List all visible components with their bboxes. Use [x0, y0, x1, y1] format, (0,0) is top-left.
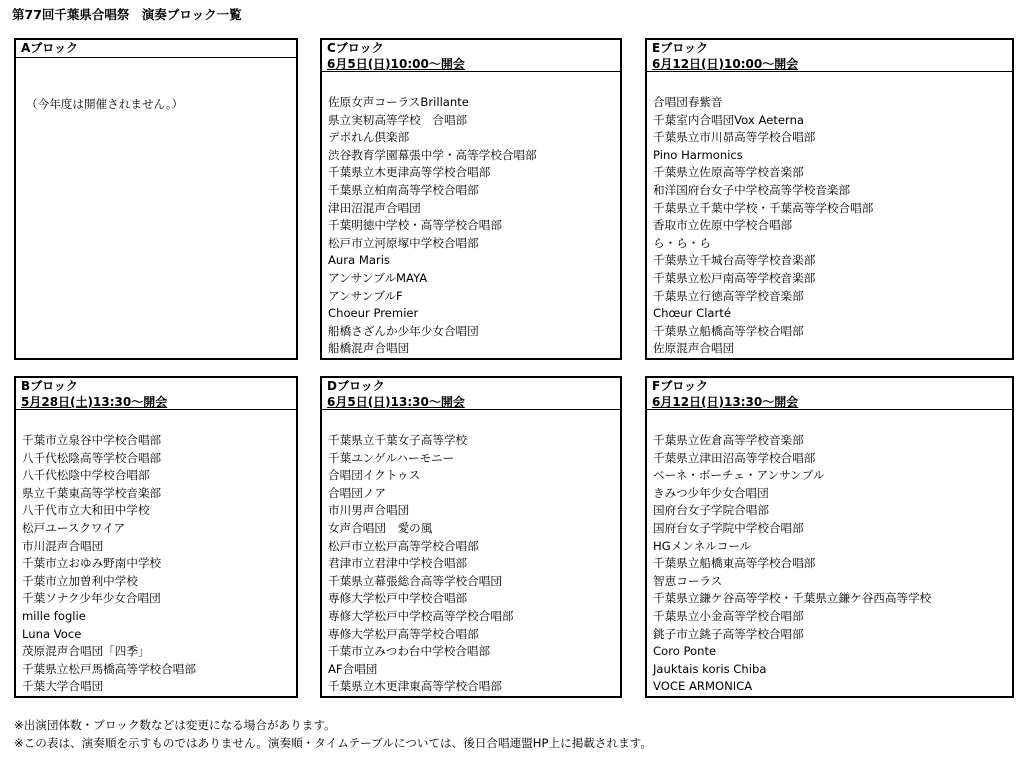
- group-item: VOCE ARMONICA: [653, 679, 753, 694]
- group-item: Aura Maris: [328, 253, 390, 268]
- group-item: デポれん倶楽部: [328, 130, 410, 145]
- group-item: 市川混声合唱団: [22, 538, 104, 553]
- group-item: Luna Voce: [22, 626, 82, 641]
- footnote-1: ※出演団体数・ブロック数などは変更になる場合があります。: [14, 718, 336, 732]
- group-item: ベーネ・ボーチェ・アンサンブル: [653, 468, 825, 483]
- block-a-header: [16, 40, 296, 58]
- group-item: AF合唱団: [328, 661, 378, 676]
- block-f-name: Fブロック: [652, 379, 708, 393]
- group-item: 千葉県立佐原高等学校音楽部: [653, 165, 804, 180]
- block-d: [320, 376, 622, 698]
- block-d-date: 6月5日(日)13:30～開会: [327, 395, 465, 409]
- block-a-note: （今年度は開催されません。）: [26, 97, 184, 111]
- group-item: 千葉大学合唱団: [22, 679, 104, 694]
- block-c-list: [322, 72, 620, 358]
- block-f: [645, 376, 1014, 698]
- group-item: 千葉県立行徳高等学校音楽部: [653, 288, 804, 303]
- group-item: 千葉県立千葉女子高等学校: [328, 433, 468, 447]
- group-item: 八千代松陰中学校合唱部: [22, 468, 150, 483]
- block-f-header: [647, 378, 1012, 410]
- page-title: 第77回千葉県合唱祭 演奏ブロック一覧: [12, 7, 242, 22]
- group-item: アンサンブルMAYA: [328, 270, 428, 285]
- group-item: 智恵コーラス: [653, 573, 723, 588]
- group-item: Choeur Premier: [328, 306, 419, 321]
- group-item: 専修大学松戸高等学校合唱部: [328, 626, 479, 641]
- block-e: [645, 38, 1014, 360]
- group-item: 千葉県立木更津東高等学校合唱部: [328, 679, 502, 694]
- group-item: 千葉県立市川昴高等学校合唱部: [653, 130, 816, 145]
- block-c-name: Cブロック: [327, 41, 384, 55]
- group-item: 千葉室内合唱団Vox Aeterna: [653, 112, 805, 127]
- group-item: 香取市立佐原中学校合唱部: [653, 218, 793, 233]
- group-item: 千葉ソナク少年少女合唱団: [22, 591, 161, 606]
- group-item: 千葉明徳中学校・高等学校合唱部: [328, 218, 502, 233]
- block-d-name: Dブロック: [327, 379, 385, 393]
- group-item: 船橋混声合唱団: [328, 341, 410, 356]
- block-b: [14, 376, 298, 698]
- block-e-list: [647, 72, 1012, 358]
- block-e-header: [647, 40, 1012, 72]
- group-item: 千葉県立津田沼高等学校合唱部: [653, 450, 816, 465]
- group-item: 千葉県立鎌ケ谷高等学校・千葉県立鎌ケ谷西高等学校: [653, 591, 932, 606]
- group-item: Chœur Clarté: [653, 306, 731, 321]
- group-item: 千葉県立幕張総合高等学校合唱団: [328, 573, 502, 588]
- group-item: HGメンネルコール: [653, 538, 752, 553]
- group-item: アンサンブルF: [328, 288, 403, 303]
- group-item: Jauktais koris Chiba: [653, 661, 767, 676]
- group-item: 和洋国府台女子中学校高等学校音楽部: [653, 182, 851, 197]
- footnotes: [14, 716, 652, 752]
- block-f-date: 6月12日(日)13:30～開会: [652, 395, 799, 409]
- block-a: [14, 38, 298, 360]
- group-item: 千葉県立木更津高等学校合唱部: [328, 165, 491, 180]
- group-item: 佐原混声合唱団: [653, 341, 735, 356]
- group-item: 千葉市立おゆみ野南中学校: [22, 556, 162, 571]
- group-item: 千葉県立千葉中学校・千葉高等学校合唱部: [653, 200, 874, 215]
- group-item: 松戸ユースクワイア: [22, 520, 126, 535]
- group-item: きみつ少年少女合唱団: [653, 485, 769, 500]
- block-e-date: 6月12日(日)10:00～開会: [652, 57, 799, 71]
- block-c: [320, 38, 622, 360]
- block-b-list: [16, 410, 296, 696]
- group-item: Pino Harmonics: [653, 147, 743, 162]
- group-item: 千葉ユンゲルハーモニー: [328, 450, 455, 465]
- group-item: 銚子市立銚子高等学校合唱部: [653, 626, 804, 641]
- group-item: Coro Ponte: [653, 644, 717, 659]
- block-c-date: 6月5日(日)10:00～開会: [327, 57, 465, 71]
- group-item: 松戸市立河原塚中学校合唱部: [328, 235, 479, 250]
- group-item: mille foglie: [22, 608, 86, 623]
- group-item: 渋谷教育学園幕張中学・高等学校合唱部: [328, 147, 537, 162]
- group-item: 女声合唱団 愛の風: [328, 520, 433, 535]
- group-item: 合唱団ノア: [328, 485, 386, 500]
- group-item: ら・ら・ら: [653, 235, 711, 250]
- group-item: 合唱団春紫音: [653, 95, 723, 109]
- block-b-header: [16, 378, 296, 410]
- block-c-header: [322, 40, 620, 72]
- group-item: 国府台女子学院中学校合唱部: [653, 520, 804, 535]
- group-item: 千葉県立松戸馬橋高等学校合唱部: [22, 661, 196, 676]
- group-item: 松戸市立松戸高等学校合唱部: [328, 538, 479, 553]
- block-d-header: [322, 378, 620, 410]
- block-a-name: Aブロック: [21, 41, 79, 55]
- group-item: 千葉県立柏南高等学校合唱部: [328, 182, 479, 197]
- group-item: 専修大学松戸中学校合唱部: [328, 591, 468, 606]
- group-item: 君津市立君津中学校合唱部: [328, 556, 468, 571]
- block-b-date: 5月28日(土)13:30～開会: [21, 395, 168, 409]
- group-item: 八千代松陰高等学校合唱部: [22, 450, 162, 465]
- group-item: 千葉県立船橋東高等学校合唱部: [653, 556, 816, 571]
- group-item: 佐原女声コーラスBrillante: [328, 95, 469, 109]
- group-item: 県立実籾高等学校 合唱部: [328, 112, 468, 127]
- group-item: 市川男声合唱団: [328, 503, 410, 518]
- group-item: 千葉県立船橋高等学校合唱部: [653, 323, 804, 338]
- group-item: 八千代市立大和田中学校: [22, 503, 150, 518]
- group-item: 千葉県立佐倉高等学校音楽部: [653, 433, 804, 447]
- group-item: 千葉市立泉谷中学校合唱部: [22, 433, 162, 447]
- group-item: 国府台女子学院合唱部: [653, 503, 769, 518]
- group-item: 千葉県立小金高等学校合唱部: [653, 608, 804, 623]
- group-item: 合唱団イクトゥス: [328, 468, 421, 483]
- group-item: 津田沼混声合唱団: [328, 200, 421, 215]
- block-d-list: [322, 410, 620, 696]
- group-item: 千葉市立みつわ台中学校合唱部: [328, 644, 491, 659]
- block-f-list: [647, 410, 1012, 696]
- group-item: 茂原混声合唱団「四季」: [22, 644, 150, 659]
- group-item: 千葉市立加曽利中学校: [22, 573, 138, 588]
- group-item: 専修大学松戸中学校高等学校合唱部: [328, 608, 514, 623]
- footnote-2: ※この表は、演奏順を示すものではありません。演奏順・タイムテーブルについては、後日合唱連盟HP上に掲載されます。: [14, 736, 652, 750]
- group-item: 千葉県立松戸南高等学校音楽部: [653, 270, 816, 285]
- block-e-name: Eブロック: [652, 41, 708, 55]
- group-item: 船橋さざんか少年少女合唱団: [328, 323, 479, 338]
- group-item: 県立千葉東高等学校音楽部: [22, 485, 162, 500]
- block-b-name: Bブロック: [21, 379, 78, 393]
- group-item: 千葉県立千城台高等学校音楽部: [653, 253, 816, 268]
